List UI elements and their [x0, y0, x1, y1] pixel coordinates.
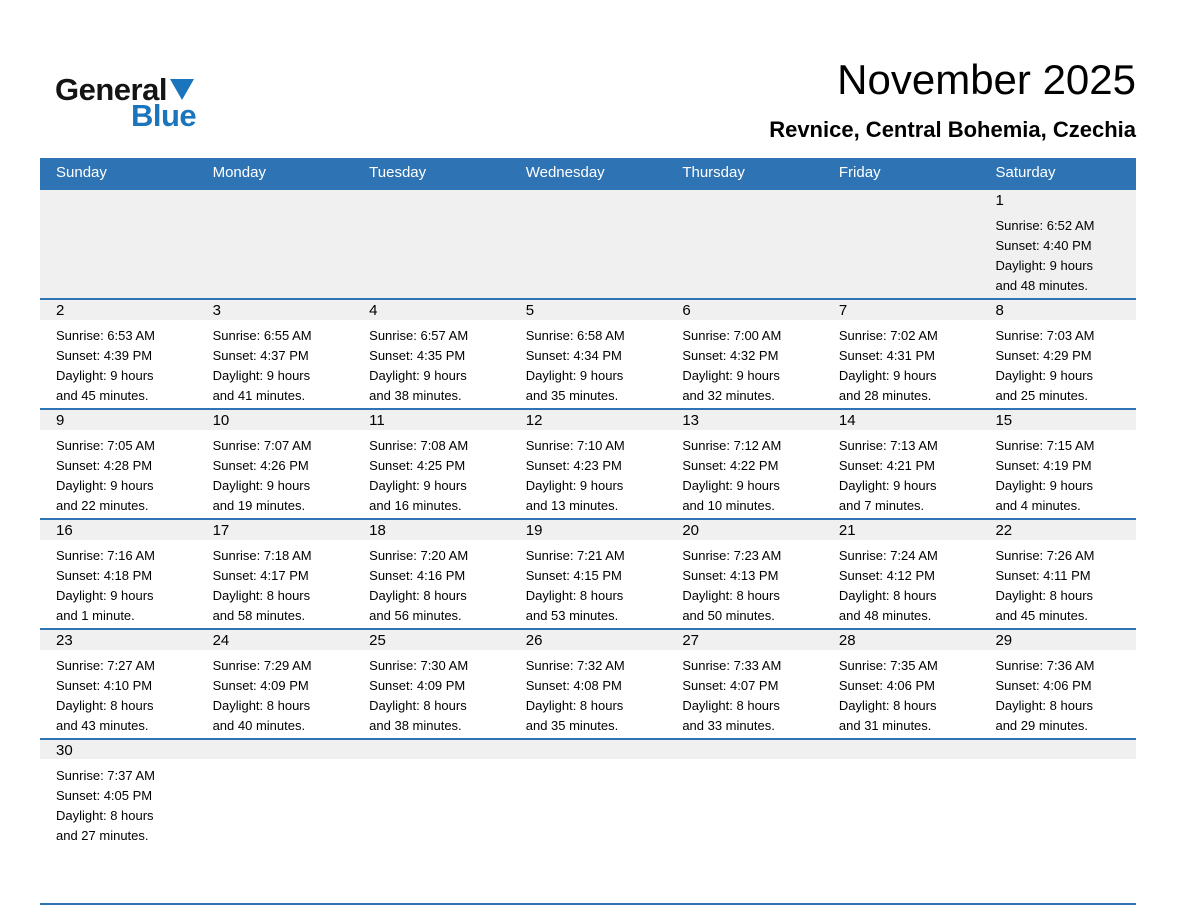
daylight-text-line1: Daylight: 9 hours: [525, 368, 624, 383]
sunset-text: Sunset: 4:21 PM: [838, 458, 936, 473]
empty-day-cell: [40, 190, 197, 298]
day-number: 16: [56, 522, 73, 539]
day-number: 14: [838, 412, 856, 429]
sunset-text: Sunset: 4:12 PM: [838, 568, 936, 583]
daylight-text-line1: Daylight: 8 hours: [56, 698, 154, 713]
daylight-text-line2: and 48 minutes.: [838, 608, 932, 623]
daylight-text-line1: Daylight: 9 hours: [369, 478, 467, 493]
day-details: [213, 546, 348, 626]
day-cell-9: [40, 410, 197, 518]
daylight-text-line1: Daylight: 8 hours: [369, 588, 467, 603]
daylight-text-line2: and 40 minutes.: [212, 718, 306, 733]
sunrise-text: Sunrise: 7:36 AM: [995, 658, 1095, 673]
empty-day-cell: [666, 190, 823, 298]
day-details: [526, 436, 661, 516]
day-cell-2: [40, 300, 197, 408]
weekday-tuesday: Tuesday: [369, 164, 427, 181]
day-cell-6: [666, 300, 823, 408]
sunrise-text: Sunrise: 6:53 AM: [56, 328, 155, 343]
day-cell-16: [40, 520, 197, 628]
sunrise-text: Sunrise: 7:02 AM: [838, 328, 938, 343]
day-cell-3: [197, 300, 354, 408]
day-cell-25: [353, 630, 510, 738]
sunrise-text: Sunrise: 6:55 AM: [212, 328, 312, 343]
day-number: 26: [525, 632, 543, 649]
day-details: [839, 656, 974, 736]
daylight-text-line1: Daylight: 8 hours: [212, 698, 311, 713]
weekday-saturday: Saturday: [995, 164, 1056, 181]
sunrise-text: Sunrise: 7:33 AM: [682, 658, 782, 673]
sunrise-text: Sunrise: 7:37 AM: [56, 768, 155, 783]
sunset-text: Sunset: 4:15 PM: [525, 568, 622, 583]
day-number: 17: [212, 522, 230, 539]
daylight-text-line1: Daylight: 8 hours: [995, 588, 1094, 603]
day-details: [369, 656, 504, 736]
empty-day-cell: [510, 740, 667, 903]
daylight-text-line2: and 38 minutes.: [369, 388, 462, 403]
sunset-text: Sunset: 4:07 PM: [682, 678, 779, 693]
daylight-text-line1: Daylight: 9 hours: [682, 478, 780, 493]
sunrise-text: Sunrise: 7:29 AM: [212, 658, 312, 673]
daylight-text-line1: Daylight: 9 hours: [56, 588, 154, 603]
week-row-6: [40, 738, 1136, 905]
week-row-1: [40, 188, 1136, 298]
sunset-text: Sunset: 4:08 PM: [525, 678, 622, 693]
day-cell-1: [979, 190, 1136, 298]
logo-text-general: General: [55, 72, 167, 107]
empty-day-cell: [510, 190, 667, 298]
daylight-text-line1: Daylight: 8 hours: [525, 588, 624, 603]
daylight-text-line1: Daylight: 9 hours: [369, 368, 467, 383]
sunset-text: Sunset: 4:19 PM: [995, 458, 1092, 473]
sunset-text: Sunset: 4:10 PM: [56, 678, 153, 693]
day-cell-29: [979, 630, 1136, 738]
daylight-text-line2: and 1 minute.: [56, 608, 135, 623]
location-subtitle: Revnice, Central Bohemia, Czechia: [769, 117, 1136, 142]
daylight-text-line2: and 50 minutes.: [682, 608, 775, 623]
day-number: 30: [56, 742, 73, 759]
day-number: 12: [525, 412, 543, 429]
sunrise-text: Sunrise: 7:30 AM: [369, 658, 469, 673]
sunrise-text: Sunrise: 7:21 AM: [525, 548, 625, 563]
day-number: 28: [838, 632, 856, 649]
sunrise-text: Sunrise: 7:23 AM: [682, 548, 782, 563]
sunset-text: Sunset: 4:35 PM: [369, 348, 466, 363]
day-number: 1: [995, 192, 1004, 209]
sunset-text: Sunset: 4:26 PM: [212, 458, 309, 473]
weekday-sunday: Sunday: [56, 164, 107, 181]
sunset-text: Sunset: 4:09 PM: [212, 678, 309, 693]
day-number: 13: [682, 412, 699, 429]
day-cell-5: [510, 300, 667, 408]
daylight-text-line1: Daylight: 9 hours: [995, 478, 1094, 493]
daylight-text-line2: and 25 minutes.: [995, 388, 1088, 403]
empty-day-cell: [823, 190, 980, 298]
daylight-text-line2: and 53 minutes.: [525, 608, 619, 623]
day-number: 4: [369, 302, 378, 319]
sunrise-text: Sunrise: 6:58 AM: [525, 328, 625, 343]
day-details: [369, 546, 504, 626]
sunrise-text: Sunrise: 7:27 AM: [56, 658, 155, 673]
daylight-text-line1: Daylight: 8 hours: [838, 588, 937, 603]
daylight-text-line2: and 43 minutes.: [56, 718, 149, 733]
weekday-wednesday: Wednesday: [525, 164, 605, 181]
daylight-text-line1: Daylight: 9 hours: [525, 478, 624, 493]
daylight-text-line2: and 33 minutes.: [682, 718, 775, 733]
day-details: [995, 546, 1130, 626]
day-number: 11: [369, 412, 385, 429]
daylight-text-line2: and 22 minutes.: [56, 498, 149, 513]
sunrise-text: Sunrise: 7:16 AM: [56, 548, 155, 563]
daylight-text-line2: and 56 minutes.: [369, 608, 462, 623]
sunrise-text: Sunrise: 6:52 AM: [995, 218, 1095, 233]
day-cell-4: [353, 300, 510, 408]
sunrise-text: Sunrise: 7:26 AM: [995, 548, 1095, 563]
day-number: 6: [682, 302, 691, 319]
weekday-thursday: Thursday: [682, 164, 745, 181]
day-cell-24: [197, 630, 354, 738]
logo-text-blue: Blue: [131, 98, 197, 133]
day-number: 3: [212, 302, 221, 319]
weeks-container: [40, 188, 1136, 905]
sunset-text: Sunset: 4:28 PM: [56, 458, 153, 473]
daylight-text-line2: and 7 minutes.: [838, 498, 925, 513]
day-number: 18: [369, 522, 386, 539]
sunrise-text: Sunrise: 7:18 AM: [212, 548, 312, 563]
day-cell-23: [40, 630, 197, 738]
sunrise-text: Sunrise: 7:08 AM: [369, 438, 469, 453]
day-cell-13: [666, 410, 823, 518]
sunset-text: Sunset: 4:16 PM: [369, 568, 466, 583]
daylight-text-line1: Daylight: 9 hours: [995, 368, 1094, 383]
daylight-text-line2: and 45 minutes.: [56, 388, 149, 403]
day-cell-18: [353, 520, 510, 628]
day-number: 21: [838, 522, 856, 539]
day-cell-28: [823, 630, 980, 738]
week-row-2: [40, 298, 1136, 408]
daylight-text-line1: Daylight: 8 hours: [525, 698, 624, 713]
daylight-text-line2: and 13 minutes.: [525, 498, 619, 513]
day-number: 5: [525, 302, 535, 319]
empty-day-cell: [353, 190, 510, 298]
day-details: [56, 766, 191, 846]
daylight-text-line2: and 28 minutes.: [838, 388, 932, 403]
daylight-text-line1: Daylight: 8 hours: [995, 698, 1094, 713]
daylight-text-line1: Daylight: 9 hours: [56, 368, 154, 383]
day-details: [213, 656, 348, 736]
daylight-text-line1: Daylight: 8 hours: [212, 588, 311, 603]
general-blue-logo: [55, 72, 196, 131]
weekday-friday: Friday: [838, 164, 881, 181]
sunrise-text: Sunrise: 7:32 AM: [525, 658, 625, 673]
sunrise-text: Sunrise: 7:07 AM: [212, 438, 312, 453]
sunset-text: Sunset: 4:31 PM: [838, 348, 936, 363]
day-details: [682, 326, 817, 406]
day-cell-15: [979, 410, 1136, 518]
sunset-text: Sunset: 4:05 PM: [56, 788, 153, 803]
day-cell-19: [510, 520, 667, 628]
empty-day-cell: [823, 740, 980, 903]
daylight-text-line2: and 31 minutes.: [838, 718, 932, 733]
sunrise-text: Sunrise: 7:24 AM: [838, 548, 938, 563]
sunrise-text: Sunrise: 7:10 AM: [525, 438, 625, 453]
day-number: 19: [525, 522, 543, 539]
daylight-text-line2: and 4 minutes.: [995, 498, 1081, 513]
daylight-text-line1: Daylight: 9 hours: [995, 258, 1094, 273]
daylight-text-line2: and 32 minutes.: [682, 388, 775, 403]
sunset-text: Sunset: 4:13 PM: [682, 568, 779, 583]
daylight-text-line1: Daylight: 8 hours: [838, 698, 937, 713]
daylight-text-line1: Daylight: 9 hours: [212, 368, 311, 383]
day-details: [526, 656, 661, 736]
day-cell-21: [823, 520, 980, 628]
day-details: [526, 546, 661, 626]
day-cell-11: [353, 410, 510, 518]
daylight-text-line1: Daylight: 8 hours: [56, 808, 154, 823]
month-title: November 2025: [837, 56, 1136, 103]
day-number: 23: [56, 632, 73, 649]
day-cell-27: [666, 630, 823, 738]
week-row-5: [40, 628, 1136, 738]
sunrise-text: Sunrise: 7:20 AM: [369, 548, 469, 563]
daylight-text-line2: and 41 minutes.: [212, 388, 306, 403]
day-details: [56, 656, 191, 736]
daylight-text-line2: and 35 minutes.: [525, 718, 619, 733]
day-number: 15: [995, 412, 1013, 429]
daylight-text-line2: and 48 minutes.: [995, 278, 1088, 293]
daylight-text-line1: Daylight: 9 hours: [682, 368, 780, 383]
day-cell-7: [823, 300, 980, 408]
sunset-text: Sunset: 4:09 PM: [369, 678, 466, 693]
logo-triangle-icon: [170, 79, 194, 100]
sunset-text: Sunset: 4:06 PM: [995, 678, 1092, 693]
day-details: [213, 326, 348, 406]
day-cell-8: [979, 300, 1136, 408]
sunrise-text: Sunrise: 7:03 AM: [995, 328, 1095, 343]
daylight-text-line2: and 45 minutes.: [995, 608, 1088, 623]
sunrise-text: Sunrise: 6:57 AM: [369, 328, 469, 343]
day-cell-30: [40, 740, 197, 903]
day-details: [995, 436, 1130, 516]
weekday-monday: Monday: [212, 164, 266, 181]
sunset-text: Sunset: 4:06 PM: [838, 678, 936, 693]
day-number: 20: [682, 522, 699, 539]
daylight-text-line2: and 58 minutes.: [212, 608, 306, 623]
daylight-text-line2: and 19 minutes.: [212, 498, 306, 513]
day-cell-10: [197, 410, 354, 518]
day-cell-14: [823, 410, 980, 518]
empty-day-cell: [353, 740, 510, 903]
empty-day-cell: [666, 740, 823, 903]
empty-day-cell: [197, 190, 354, 298]
sunrise-text: Sunrise: 7:00 AM: [682, 328, 782, 343]
sunset-text: Sunset: 4:32 PM: [682, 348, 779, 363]
empty-day-cell: [197, 740, 354, 903]
calendar-table: [40, 158, 1136, 905]
day-details: [213, 436, 348, 516]
day-details: [369, 436, 504, 516]
day-number: 7: [838, 302, 848, 319]
sunset-text: Sunset: 4:22 PM: [682, 458, 779, 473]
day-number: 22: [995, 522, 1013, 539]
week-row-3: [40, 408, 1136, 518]
daylight-text-line1: Daylight: 8 hours: [369, 698, 467, 713]
day-number: 10: [212, 412, 230, 429]
day-cell-12: [510, 410, 667, 518]
daylight-text-line1: Daylight: 8 hours: [682, 588, 780, 603]
daylight-text-line1: Daylight: 8 hours: [682, 698, 780, 713]
day-number: 27: [682, 632, 699, 649]
daylight-text-line2: and 10 minutes.: [682, 498, 775, 513]
day-details: [995, 216, 1130, 296]
sunset-text: Sunset: 4:34 PM: [525, 348, 622, 363]
daylight-text-line1: Daylight: 9 hours: [838, 478, 937, 493]
day-details: [682, 436, 817, 516]
day-details: [839, 436, 974, 516]
empty-day-cell: [979, 740, 1136, 903]
day-cell-22: [979, 520, 1136, 628]
sunset-text: Sunset: 4:17 PM: [212, 568, 309, 583]
day-number: 8: [995, 302, 1004, 319]
day-number: 24: [212, 632, 230, 649]
daylight-text-line1: Daylight: 9 hours: [838, 368, 937, 383]
day-details: [682, 546, 817, 626]
day-cell-20: [666, 520, 823, 628]
day-details: [995, 326, 1130, 406]
sunset-text: Sunset: 4:11 PM: [995, 568, 1091, 583]
day-details: [995, 656, 1130, 736]
sunrise-text: Sunrise: 7:15 AM: [995, 438, 1095, 453]
sunrise-text: Sunrise: 7:13 AM: [838, 438, 938, 453]
daylight-text-line2: and 35 minutes.: [525, 388, 619, 403]
day-cell-26: [510, 630, 667, 738]
day-details: [56, 326, 191, 406]
day-number: 2: [56, 302, 65, 319]
title-block: [769, 56, 1136, 143]
daylight-text-line2: and 38 minutes.: [369, 718, 462, 733]
daylight-text-line1: Daylight: 9 hours: [212, 478, 311, 493]
daylight-text-line1: Daylight: 9 hours: [56, 478, 154, 493]
day-details: [526, 326, 661, 406]
day-details: [839, 326, 974, 406]
day-details: [56, 546, 191, 626]
sunrise-text: Sunrise: 7:12 AM: [682, 438, 782, 453]
daylight-text-line2: and 29 minutes.: [995, 718, 1088, 733]
day-details: [839, 546, 974, 626]
day-cell-17: [197, 520, 354, 628]
day-number: 29: [995, 632, 1013, 649]
sunset-text: Sunset: 4:37 PM: [212, 348, 309, 363]
sunset-text: Sunset: 4:23 PM: [525, 458, 622, 473]
sunrise-text: Sunrise: 7:05 AM: [56, 438, 155, 453]
week-row-4: [40, 518, 1136, 628]
day-number: 25: [369, 632, 386, 649]
sunset-text: Sunset: 4:29 PM: [995, 348, 1092, 363]
day-number: 9: [56, 412, 65, 429]
sunset-text: Sunset: 4:18 PM: [56, 568, 153, 583]
day-details: [682, 656, 817, 736]
sunset-text: Sunset: 4:25 PM: [369, 458, 466, 473]
sunrise-text: Sunrise: 7:35 AM: [838, 658, 938, 673]
weekday-header-row: [40, 158, 1136, 188]
day-details: [56, 436, 191, 516]
sunset-text: Sunset: 4:39 PM: [56, 348, 153, 363]
sunset-text: Sunset: 4:40 PM: [995, 238, 1092, 253]
daylight-text-line2: and 16 minutes.: [369, 498, 462, 513]
day-details: [369, 326, 504, 406]
daylight-text-line2: and 27 minutes.: [56, 828, 149, 843]
